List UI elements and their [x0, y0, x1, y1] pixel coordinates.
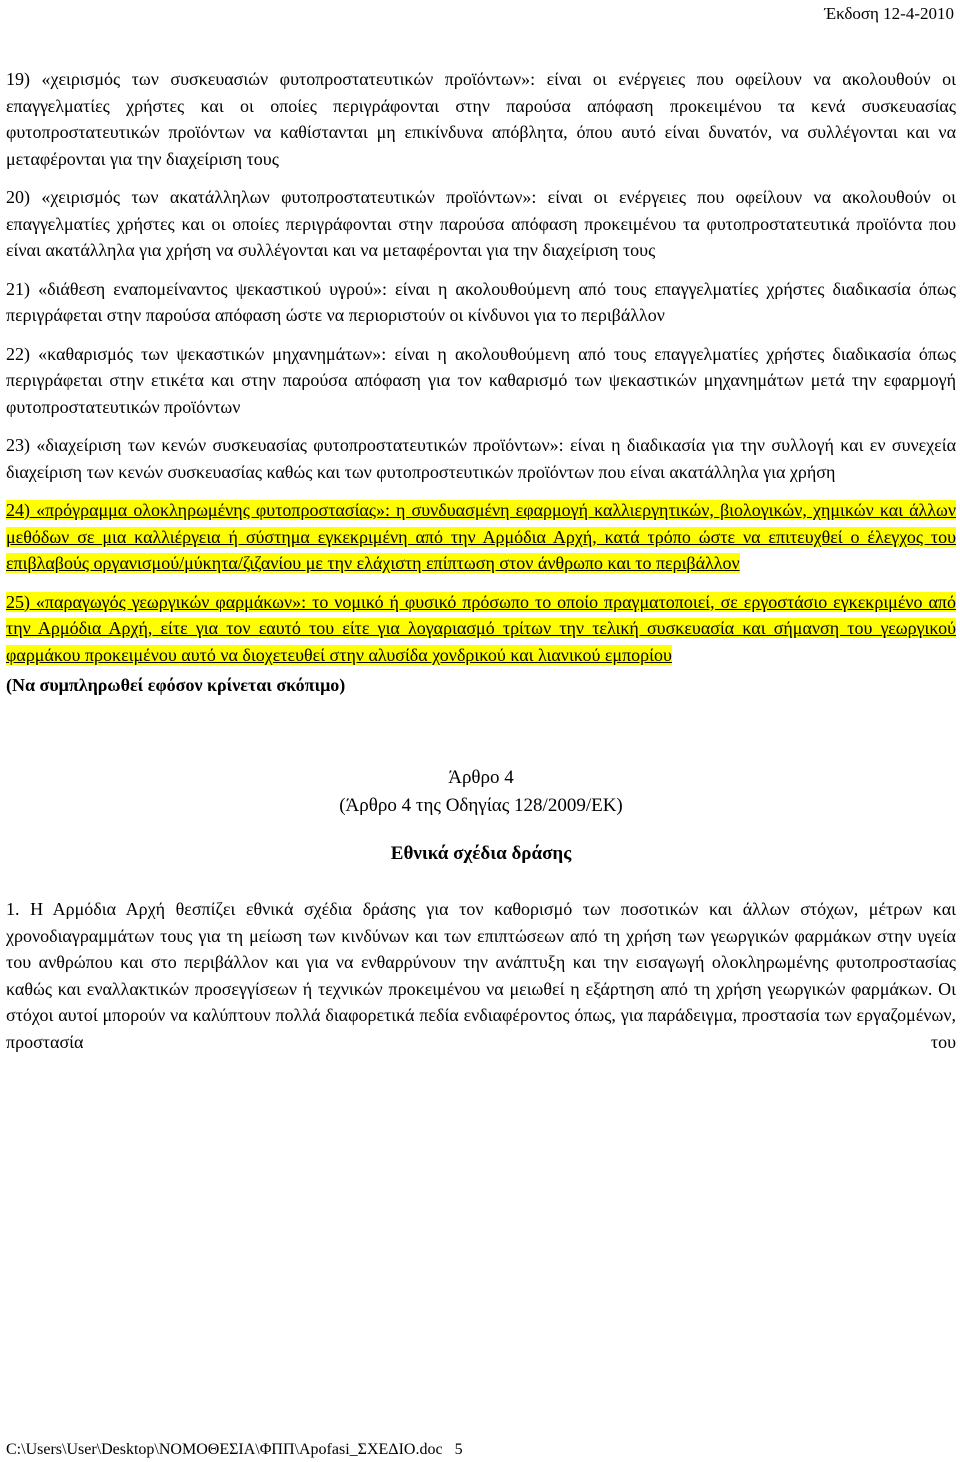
article-paragraph-1: 1. Η Αρμόδια Αρχή θεσπίζει εθνικά σχέδια δράσης για τον καθορισμό των ποσοτικών και άλλων στόχων, μέτρων και χρονοδιαγραμμάτων τους για τη μείωση των κινδύνων και των επιπτώσεων από τη χρήση των γεωργικών φαρμάκων στην υγεία του ανθρώπου και στο περιβάλλον και για να ενθαρρύνουν την ανάπτυξη και την εισαγωγή ολοκληρωμένης φυτοπροστασίας καθώς και εναλλακτικών προσεγγίσεων ή τεχνικών προκειμένου να μειωθεί η εξάρτηση από τη χρήση γεωργικών φαρμάκων. Οι στόχοι αυτοί μπορούν να καλύπτουν πολλά διαφορετικά πεδία ενδιαφέροντος όπως, για παράδειγμα, προστασία των εργαζομένων, προστασία του — [6, 899, 956, 1052]
document-body — [6, 66, 956, 1055]
file-path: C:\Users\User\Desktop\ΝΟΜΟΘΕΣΙΑ\ΦΠΠ\Apofasi_ΣΧΕΔΙΟ.doc — [6, 1441, 443, 1458]
article-reference: (Άρθρο 4 της Οδηγίας 128/2009/ΕΚ) — [339, 795, 623, 816]
definition-23: 23) «διαχείριση των κενών συσκευασίας φυτοπροστατευτικών προϊόντων»: είναι η διαδικασία για την συλλογή και εν συνεχεία διαχείριση των κενών συσκευασίας καθώς και των φυτοπροστευτικών προϊόντων που είναι ακατάλληλα για χρήση — [6, 435, 956, 482]
version-header: Έκδοση 12-4-2010 — [824, 4, 954, 23]
definition-25-highlighted — [6, 589, 956, 669]
article-heading: Εθνικά σχέδια δράσης — [390, 843, 572, 864]
definition-24-highlighted — [6, 497, 956, 577]
page-number: 5 — [454, 1441, 463, 1458]
highlight-25: 25) «παραγωγός γεωργικών φαρμάκων»: το νομικό ή φυσικό πρόσωπο το οποίο πραγματοποιεί, σε εργοστάσιο εγκεκριμένο από την Αρμόδια Αρχή, είτε για τον εαυτό του είτε για λογαριασμό τρίτων την τελική συσκευασία και σήμανση του γεωργικού φαρμάκου προκειμένου αυτό να διοχετευθεί στην αλυσίδα χονδρικού και λιανικού εμπορίου — [6, 591, 956, 665]
definition-22: 22) «καθαρισμός των ψεκαστικών μηχανημάτων»: είναι η ακολουθούμενη από τους επαγγελματίες χρήστες διαδικασία όπως περιγράφεται στην ετικέτα και στην παρούσα απόφαση για τον καθαρισμό των ψεκαστικών μηχανημάτων μετά την εφαρμογή φυτοπροστατευτικών προϊόντων — [6, 343, 956, 417]
definition-20: 20) «χειρισμός των ακατάλληλων φυτοπροστατευτικών προϊόντων»: είναι οι ενέργειες που οφείλουν να ακολουθούν οι επαγγελματίες χρήστες και οι οποίες περιγράφονται στην παρούσα απόφαση προκειμένου τα φυτοπροστατευτικά προϊόντα που είναι ακατάλληλα για χρήση να συλλέγονται και να μεταφέρονται για την διαχείριση τους — [6, 187, 956, 260]
definition-21: 21) «διάθεση εναπομείναντος ψεκαστικού υγρού»: είναι η ακολουθούμενη από τους επαγγελματίες χρήστες διαδικασία όπως περιγράφεται στην παρούσα απόφαση ώστε να περιοριστούν οι κίνδυνοι για το περιβάλλον — [6, 278, 956, 325]
fill-in-note: (Να συμπληρωθεί εφόσον κρίνεται σκόπιμο) — [6, 675, 346, 695]
article-title: Άρθρο 4 — [448, 767, 514, 788]
highlight-24: 24) «πρόγραμμα ολοκληρωμένης φυτοπροστασίας»: η συνδυασμένη εφαρμογή καλλιεργητικών, βιολογικών, χημικών και άλλων μεθόδων σε μια καλλιέργεια ή σύστημα εγκεκριμένη από την Αρμόδια Αρχή, κατά τρόπο ώστε να επιτευχθεί ο έλεγχος του επιβλαβούς οργανισμού/μύκητα/ζιζανίου με την ελάχιστη επίπτωση στον άνθρωπο και το περιβάλλον — [6, 500, 956, 573]
definition-19: 19) «χειρισμός των συσκευασιών φυτοπροστατευτικών προϊόντων»: είναι οι ενέργειες που οφείλουν να ακολουθούν οι επαγγελματίες χρήστες και οι οποίες περιγράφονται στην παρούσα απόφαση προκειμένου τα κενά συσκευασίας φυτοπροστατευτικών προϊόντων να καθίστανται μη επικίνδυνα απόβλητα, όπου αυτό είναι δυνατόν, να συλλέγονται και να μεταφέρονται για την διαχείριση τους — [6, 69, 956, 169]
footer — [6, 1440, 463, 1460]
